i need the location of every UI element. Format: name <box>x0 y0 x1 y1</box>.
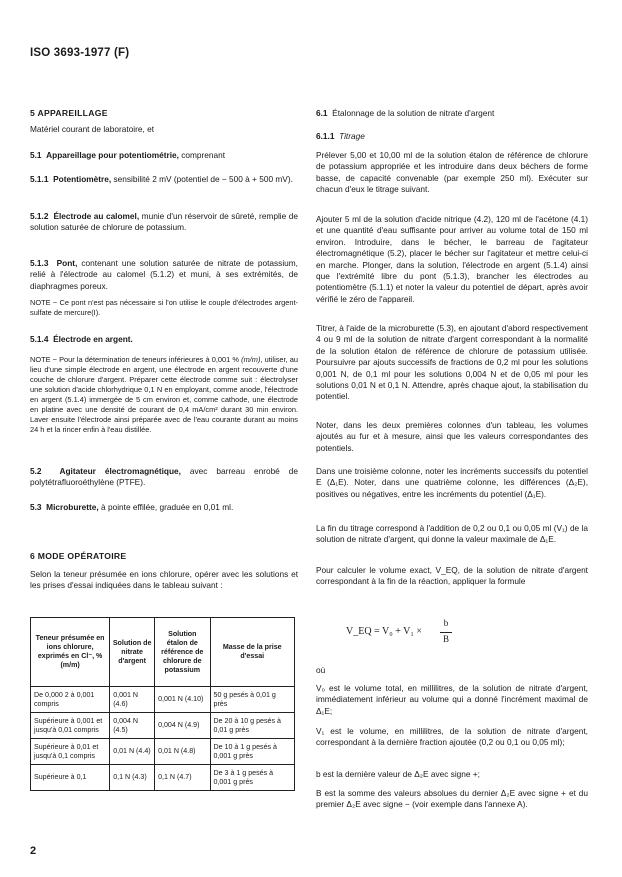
section-heading: Titrage <box>339 131 365 141</box>
table-cell: 0,01 N (4.8) <box>155 739 210 765</box>
note-1: NOTE − Ce pont n'est pas nécessaire si l'on utilise le couple d'électrodes argent-sulfate de mercure(I). <box>30 298 298 317</box>
paragraph-6: La fin du titrage correspond à l'addition de 0,2 ou 0,1 ou 0,05 ml (V₁) de la solution de nitrate d'argent, qui donne la valeur maximale de Δ₁E. <box>316 523 588 545</box>
section-text: sensibilité 2 mV (potentiel de − 500 à + 500 mV). <box>111 174 293 184</box>
section-text: contenant une solution saturée de nitrate de potassium, relié à l'électrode au calomel (5.1.2) et muni, à ses extrémités, de diaphragmes poreux. <box>30 258 298 291</box>
table-cell: 0,1 N (4.7) <box>155 765 210 791</box>
section-number: 5.2 <box>30 466 42 476</box>
table-row <box>31 713 295 739</box>
table-cell: 0,1 N (4.3) <box>110 765 155 791</box>
table-cell: 0,004 N (4.5) <box>110 713 155 739</box>
table-cell: Supérieure à 0,01 et jusqu'à 0,1 compris <box>31 739 110 765</box>
definition-B: B est la somme des valeurs absolues du dernier Δ₂E avec signe + et du premier Δ₂E avec signe − (voir exemple dans l'annexe A). <box>316 788 588 810</box>
section-number: 5.3 <box>30 502 42 512</box>
section-text: à pointe effilée, graduée en 0,01 ml. <box>98 502 234 512</box>
where-label: où <box>316 665 326 675</box>
section-5-title: 5 APPAREILLAGE <box>30 108 108 118</box>
table-header-row <box>31 618 295 687</box>
table-cell: De 10 à 1 g pesés à 0,001 g près <box>210 739 295 765</box>
table-row <box>31 765 295 791</box>
section-text: avec barreau enrobé de polytétrafluoroéthylène (PTFE). <box>30 466 298 488</box>
section-heading: Électrode en argent. <box>53 334 133 344</box>
section-6-title: 6 MODE OPÉRATOIRE <box>30 551 127 561</box>
section-5-1-3 <box>30 258 298 292</box>
definition-b: b est la dernière valeur de Δ₂E avec signe +; <box>316 769 480 779</box>
formula-expression: V_EQ = V₀ + V₁ × <box>346 626 423 637</box>
paragraph-1: Prélever 5,00 et 10,00 ml de la solution étalon de référence de chlorure de potassium appropriée et les introduire dans deux béchers de forme basse, de capacité convenable (par exemple 250 ml). Exécuter sur chacun d'eux le titrage suivant. <box>316 150 588 195</box>
table-row <box>31 739 295 765</box>
section-heading: Potentiomètre, <box>53 174 112 184</box>
table-cell: 0,001 N (4.6) <box>110 687 155 713</box>
table-row <box>31 687 295 713</box>
section-heading: Appareillage pour potentiométrie, <box>46 150 179 160</box>
paragraph-3: Titrer, à l'aide de la microburette (5.3), en ajoutant d'abord respectivement 4 ou 9 ml de la solution de nitrate d'argent correspondant à la normalité de la solution étalon de référence de chlorure de potassium utilisée. Poursuivre par ajouts successifs de fractions de 0,2 ml pour les solutions 0,001 N, de 0,1 ml pour les solutions 0,004 N et de 0,05 ml pour les solutions 0,01 N et 0,1 N. Attendre, après chaque ajout, la stabilisation du potentiel. <box>316 323 588 402</box>
section-6-1 <box>316 108 588 119</box>
section-heading: Microburette, <box>46 502 99 512</box>
section-number: 6.1.1 <box>316 131 335 141</box>
note-2 <box>30 355 298 435</box>
note-text: , utiliser, au lieu d'une simple électrode en argent, une électrode en argent recouverte d'une couche de chlorure d'argent. Préparer cette électrode comme suit : électrolyser une solution d'acide chlorhydrique 0,1 N en employant, comme anode, l'électrode en argent (5.1.4) immergée de 5 cm environ et, comme cathode, une électrode en platine avec une densité de courant de 0,4 mA/cm² durant 30 min environ. Laver ensuite l'électrode ainsi préparée avec de l'eau courante durant au moins 24 h et la rincer enfin à l'eau distillée. <box>30 355 298 434</box>
table-cell: 0,001 N (4.10) <box>155 687 210 713</box>
definition-v0: V₀ est le volume total, en millilitres, de la solution de nitrate d'argent, immédiatement inférieur au volume qui a donné l'incrément maximal de Δ₁E; <box>316 683 588 716</box>
section-6-intro: Selon la teneur présumée en ions chlorure, opérer avec les solutions et les prises d'essai indiquées dans le tableau suivant : <box>30 569 298 591</box>
section-number: 5.1.3 <box>30 258 49 268</box>
page-number: 2 <box>30 845 37 857</box>
section-5-1-2 <box>30 211 298 234</box>
section-5-1 <box>30 150 298 161</box>
section-heading: Pont, <box>56 258 78 268</box>
table-cell: De 20 à 10 g pesés à 0,01 g près <box>210 713 295 739</box>
table-header: Solution de nitrate d'argent <box>110 618 155 687</box>
table-header: Teneur présumée en ions chlorure, exprimés en Cl⁻, % (m/m) <box>31 618 110 687</box>
section-5-intro: Matériel courant de laboratoire, et <box>30 124 155 134</box>
table-cell: De 0,000 2 à 0,001 compris <box>31 687 110 713</box>
formula-denominator: B <box>442 634 449 644</box>
table-cell: Supérieure à 0,1 <box>31 765 110 791</box>
test-portion-table <box>30 617 295 791</box>
note-text: NOTE − Pour la détermination de teneurs inférieures à 0,001 % <box>30 355 242 364</box>
note-unit: (m/m) <box>241 355 261 364</box>
section-6-1-1 <box>316 131 588 142</box>
document-header: ISO 3693-1977 (F) <box>30 47 130 59</box>
section-heading: Agitateur électromagnétique, <box>59 466 181 476</box>
table-cell: 0,004 N (4.9) <box>155 713 210 739</box>
table-cell: 0,01 N (4.4) <box>110 739 155 765</box>
section-5-3 <box>30 502 298 513</box>
table-cell: De 3 à 1 g pesés à 0,001 g près <box>210 765 295 791</box>
paragraph-4: Noter, dans les deux premières colonnes d'un tableau, les volumes ajoutés au fur et à mesure, ainsi que les valeurs correspondantes des potentiels. <box>316 420 588 453</box>
section-5-1-1 <box>30 174 298 185</box>
paragraph-7: Pour calculer le volume exact, V_EQ, de la solution de nitrate d'argent correspondant à la fin de la réaction, appliquer la formule <box>316 565 588 587</box>
fraction-bar <box>440 632 452 633</box>
table-cell: 50 g pesés à 0,01 g près <box>210 687 295 713</box>
formula-numerator: b <box>443 618 449 628</box>
section-number: 5.1.4 <box>30 334 49 344</box>
table-cell: Supérieure à 0,001 et jusqu'à 0,01 compris <box>31 713 110 739</box>
section-number: 6.1 <box>316 108 328 118</box>
table-header: Solution étalon de référence de chlorure de potassium <box>155 618 210 687</box>
section-heading: Électrode au calomel, <box>53 211 140 221</box>
definition-v1: V₁ est le volume, en millilitres, de la solution de nitrate d'argent, correspondant à la dernière fraction ajoutée (0,2 ou 0,1 ou 0,05 ml); <box>316 726 588 748</box>
section-number: 5.1.1 <box>30 174 49 184</box>
table-header: Masse de la prise d'essai <box>210 618 295 687</box>
section-text: comprenant <box>178 150 226 160</box>
section-number: 5.1 <box>30 150 42 160</box>
section-text: munie d'un réservoir de sûreté, remplie de solution saturée de chlorure de potassium. <box>30 211 298 233</box>
paragraph-5: Dans une troisième colonne, noter les incréments successifs du potentiel E (Δ₁E). Noter, dans une quatrième colonne, les différences (Δ₂E), positives ou négatives, entre les incréments du potentiel (Δ₁E). <box>316 466 588 499</box>
section-number: 5.1.2 <box>30 211 49 221</box>
section-5-1-4 <box>30 334 298 345</box>
section-heading: Étalonnage de la solution de nitrate d'argent <box>332 108 495 118</box>
formula <box>346 620 466 660</box>
section-5-2 <box>30 466 298 489</box>
paragraph-2: Ajouter 5 ml de la solution d'acide nitrique (4.2), 120 ml de l'acétone (4.1) et une quantité d'eau suffisante pour arriver au volume total de 150 ml environ. Introduire, dans le bécher, le barreau de l'agitateur électromagnétique (5.2), placer le bécher sur l'agitateur et mettre celui-ci en marche. Plonger, dans la solution, l'électrode en argent (5.1.4) ainsi que l'extrémité libre du pont (5.1.3), brancher les électrodes au potentiomètre (5.1.1) et noter la valeur du potentiel de départ, après avoir vérifié le zéro de l'appareil. <box>316 214 588 304</box>
